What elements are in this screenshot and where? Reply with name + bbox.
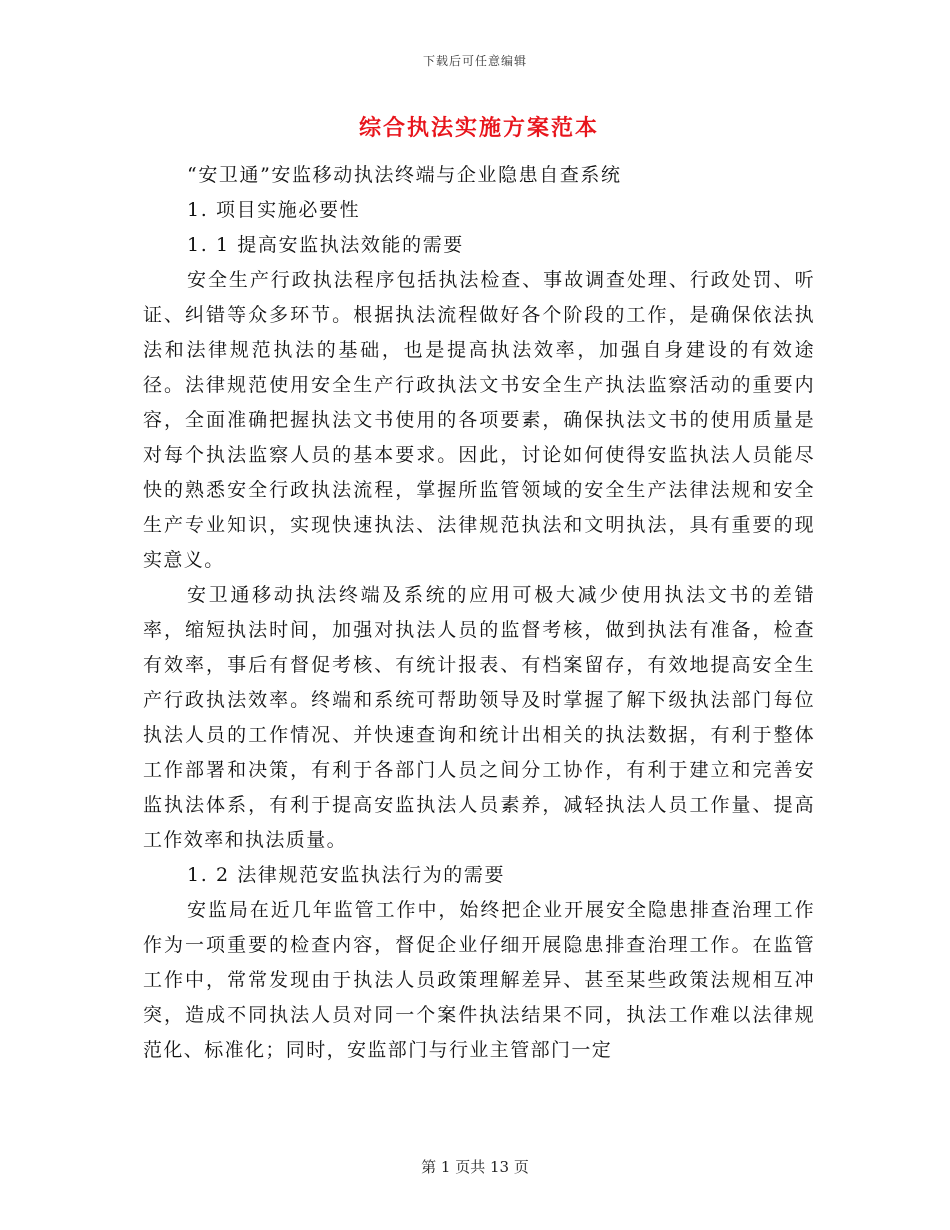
document-body [143, 112, 815, 1068]
paragraph-2: 安卫通移动执法终端及系统的应用可极大减少使用执法文书的差错率，缩短执法时间，加强对执法人员的监督考核，做到执法有准备，检查有效率，事后有督促考核、有统计报表、有档案留存，有效地提高安全生产行政执法效率。终端和系统可帮助领导及时掌握了解下级执法部门每位执法人员的工作情况、并快速查询和统计出相关的执法数据，有利于整体工作部署和决策，有利于各部门人员之间分工协作，有利于建立和完善安监执法体系，有利于提高安监执法人员素养，减轻执法人员工作量、提高工作效率和执法质量。 [143, 584, 815, 851]
paragraph-3: 安监局在近几年监管工作中，始终把企业开展安全隐患排查治理工作作为一项重要的检查内容，督促企业仔细开展隐患排查治理工作。在监管工作中，常常发现由于执法人员政策理解差异、甚至某些政策法规相互冲突，造成不同执法人员对同一个案件执法结果不同，执法工作难以法律规范化、标准化；同时，安监部门与行业主管部门一定 [143, 899, 815, 1061]
section-heading-1: 1. 项目实施必要性 [187, 199, 361, 221]
paragraph-1: 安全生产行政执法程序包括执法检查、事故调查处理、行政处罚、听证、纠错等众多环节。根据执法流程做好各个阶段的工作，是确保依法执法和法律规范执法的基础，也是提高执法效率，加强自身建设的有效途径。法律规范使用安全生产行政执法文书安全生产执法监察活动的重要内容，全面准确把握执法文书使用的各项要素，确保执法文书的使用质量是对每个执法监察人员的基本要求。因此，讨论如何使得安监执法人员能尽快的熟悉安全行政执法流程，掌握所监管领域的安全生产法律法规和安全生产专业知识，实现快速执法、法律规范执法和文明执法，具有重要的现实意义。 [143, 269, 815, 571]
section-heading-1-2: 1. 2 法律规范安监执法行为的需要 [187, 864, 506, 886]
section-heading-1-1: 1. 1 提高安监执法效能的需要 [187, 234, 464, 256]
page-footer: 第 1 页共 13 页 [421, 1158, 529, 1176]
document-subtitle: “安卫通”安监移动执法终端与企业隐患自查系统 [187, 164, 622, 186]
document-title: 综合执法实施方案范本 [358, 115, 599, 141]
page-header: 下载后可任意编辑 [422, 54, 527, 68]
